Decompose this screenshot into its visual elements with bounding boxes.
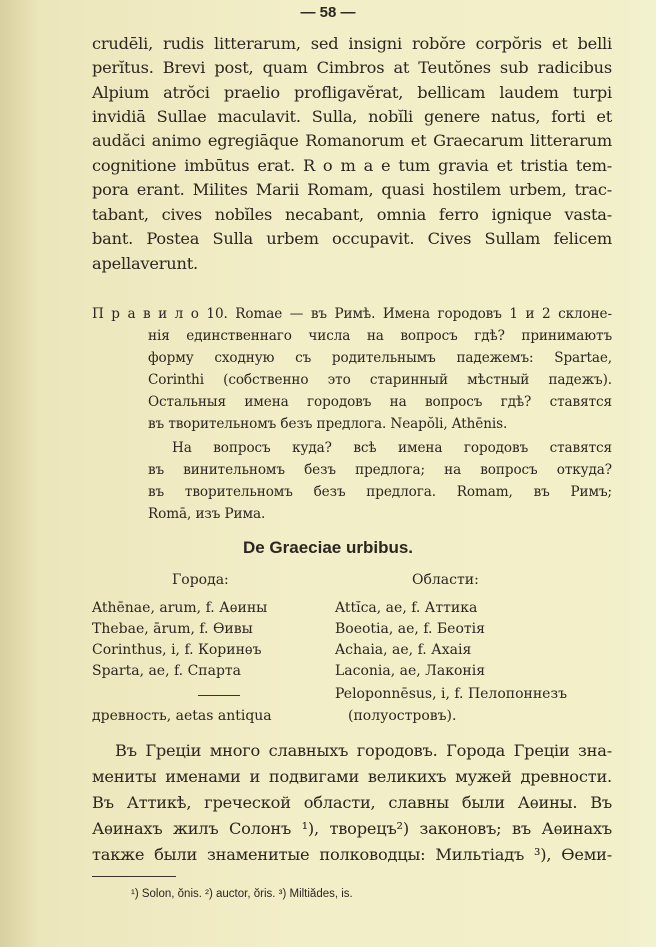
section-title: De Graeciae urbibus.: [242, 538, 414, 557]
rule-line: въ творительномъ безъ предлога. Neapŏli, Athēnis.: [148, 416, 508, 432]
column-header-regions: Области:: [412, 572, 479, 588]
rule-line: На вопросъ куда? всѣ имена городовъ ставятся: [172, 440, 612, 456]
text-line: также были знаменитые полководцы: Мильтіадъ ³), Ѳеми-: [92, 845, 612, 864]
vocab-item: Achaia, ae, f. Ахаія: [335, 642, 472, 658]
rule-line: Остальныя имена городовъ на вопросъ гдѣ? ставятся: [148, 394, 612, 410]
vocab-item: Athēnae, arum, f. Аѳины: [92, 600, 268, 616]
vocab-item: Peloponnēsus, i, f. Пелопоннезъ: [335, 686, 568, 702]
rule-line: въ винительномъ безъ предлога; на вопросъ откуда?: [148, 462, 612, 478]
rule-line: форму сходную съ родительнымъ падежемъ: Spartae,: [148, 350, 612, 366]
text-line: audăci animo egregiāque Romanorum et Graecarum litterarum: [92, 131, 612, 150]
vocab-item: древность, aetas antiqua: [92, 708, 272, 724]
vocab-item: Laconia, ae, Лаконія: [335, 663, 486, 679]
text-line: pora erant. Milites Marii Romam, quasi hostilem urbem, trac-: [92, 180, 612, 199]
text-line: Въ Греціи много славныхъ городовъ. Города Греціи зна-: [115, 741, 612, 760]
vocab-item: Corinthus, i, f. Коринѳъ: [92, 642, 262, 658]
text-line: apellaverunt.: [92, 254, 198, 273]
text-line: perĭtus. Brevi post, quam Cimbros at Teutŏnes sub radicibus: [92, 58, 612, 77]
text-line: tabant, cives nobĭles necabant, omnia ferro ignique vasta-: [92, 205, 612, 224]
vocab-item: Attĭca, ae, f. Аттика: [335, 600, 478, 616]
text-line: Въ Аттикѣ, греческой области, славны были Аѳины. Въ: [92, 793, 612, 812]
rule-line: нія единственнаго числа на вопросъ гдѣ? принимаютъ: [148, 328, 612, 344]
text-line: invidiā Sullae maculavit. Sulla, nobĭli genere natus, forti et: [92, 107, 612, 126]
footnotes: ¹) Solon, ŏnis. ²) auctor, ŏris. ³) Miltiădes, is.: [131, 888, 353, 900]
text-line: cognitione imbūtus erat. R o m a e tum gravia et tristia tem-: [92, 156, 612, 175]
rule-line: въ творительномъ безъ предлога. Romam, въ Римъ;: [148, 484, 612, 500]
text-line: Alpium atrŏci praelio profligavĕrat, bellicam laudem turpi: [92, 83, 612, 102]
rule-line: Corinthi (собственно это старинный мѣстный падежъ).: [148, 372, 612, 388]
rule-line: Romā, изъ Рима.: [148, 506, 266, 522]
vocab-item: Sparta, ae, f. Спарта: [92, 663, 242, 679]
text-line: bant. Postea Sulla urbem occupavit. Cives Sullam felicem: [92, 229, 612, 248]
page-number: — 58 —: [300, 4, 356, 21]
divider: [198, 695, 240, 696]
vocab-item: Boeotia, ae, f. Беотія: [335, 621, 485, 637]
text-line: мениты именами и подвигами великихъ мужей древности.: [92, 767, 612, 786]
vocab-item: (полуостровъ).: [348, 708, 457, 724]
column-header-cities: Города:: [172, 572, 229, 588]
text-line: crudēli, rudis litterarum, sed insigni robŏre corpŏris et belli: [92, 34, 612, 53]
footnote-divider: [92, 876, 176, 877]
vocab-item: Thebae, ārum, f. Ѳивы: [92, 621, 253, 637]
rule-line: П р а в и л о 10. Romae — въ Римѣ. Имена городовъ 1 и 2 склоне-: [92, 306, 612, 322]
text-line: Аѳинахъ жилъ Солонъ ¹), творецъ²) законовъ; въ Аѳинахъ: [92, 819, 612, 838]
